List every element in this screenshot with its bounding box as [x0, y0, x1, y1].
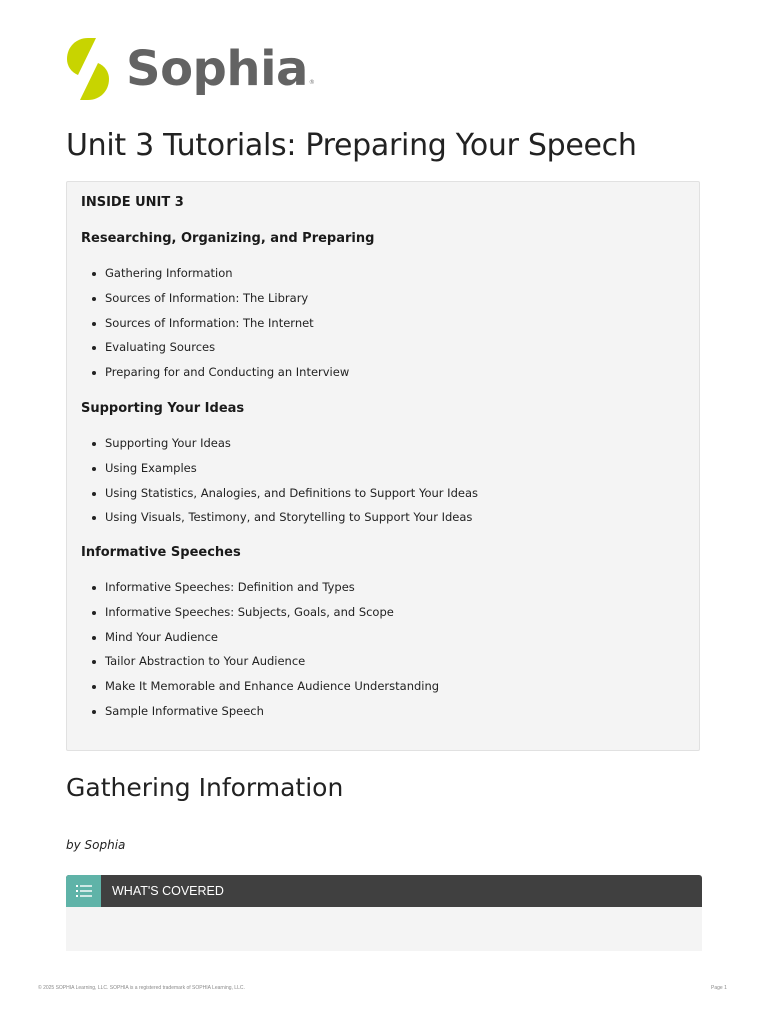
list-item: Gathering Information [91, 261, 349, 286]
sophia-logo-icon [66, 36, 110, 102]
list-item: Using Examples [91, 456, 478, 481]
list-item: Mind Your Audience [91, 625, 439, 650]
whats-covered-label: WHAT'S COVERED [112, 884, 224, 898]
list-item: Supporting Your Ideas [91, 431, 478, 456]
logo-wordmark: Sophia [126, 41, 308, 97]
unit-heading: INSIDE UNIT 3 [81, 195, 184, 210]
topic-list-informative [91, 575, 439, 724]
footer-copyright: © 2025 SOPHIA Learning, LLC. SOPHIA is a registered trademark of SOPHIA Learning, LLC. [38, 985, 245, 991]
topic-list-supporting [91, 431, 478, 530]
section-heading-informative: Informative Speeches [81, 545, 241, 560]
whats-covered-body [66, 907, 702, 951]
list-icon [66, 875, 101, 907]
list-item: Make It Memorable and Enhance Audience Understanding [91, 674, 439, 699]
list-item: Using Visuals, Testimony, and Storytelling to Support Your Ideas [91, 505, 478, 530]
unit-contents-box [66, 181, 700, 751]
sophia-logo [66, 36, 315, 102]
list-item: Evaluating Sources [91, 335, 349, 360]
list-item: Sources of Information: The Internet [91, 311, 349, 336]
list-item: Preparing for and Conducting an Interview [91, 360, 349, 385]
lesson-title: Gathering Information [66, 773, 344, 802]
list-item: Using Statistics, Analogies, and Definitions to Support Your Ideas [91, 481, 478, 506]
section-heading-researching: Researching, Organizing, and Preparing [81, 231, 375, 246]
page-title: Unit 3 Tutorials: Preparing Your Speech [66, 128, 637, 163]
topic-list-researching [91, 261, 349, 385]
list-item: Informative Speeches: Definition and Types [91, 575, 439, 600]
byline: by Sophia [66, 838, 126, 852]
section-heading-supporting: Supporting Your Ideas [81, 401, 245, 416]
list-item: Sources of Information: The Library [91, 286, 349, 311]
footer-page-number: Page 1 [711, 985, 727, 991]
list-item: Sample Informative Speech [91, 699, 439, 724]
list-item: Informative Speeches: Subjects, Goals, and Scope [91, 600, 439, 625]
whats-covered-header[interactable] [66, 875, 702, 907]
registered-mark: ® [308, 79, 315, 86]
list-item: Tailor Abstraction to Your Audience [91, 649, 439, 674]
